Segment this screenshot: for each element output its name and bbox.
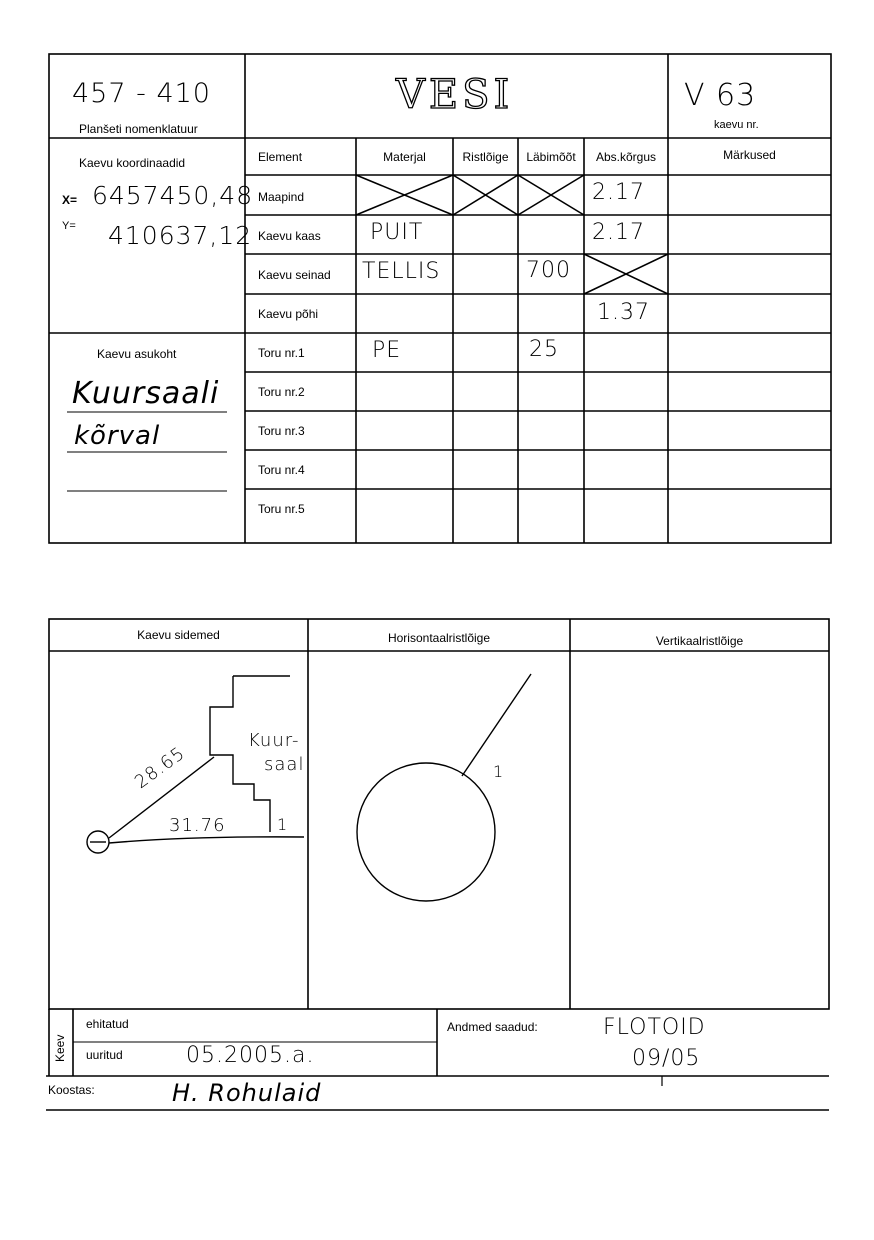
row-element: Maapind <box>258 190 305 204</box>
pipe-label: 1 <box>493 762 505 781</box>
koostas-label: Koostas: <box>48 1083 95 1097</box>
building-label: saal <box>264 754 305 775</box>
andmed-value: FLOTOID <box>603 1015 706 1040</box>
row-element: Toru nr.5 <box>258 502 305 516</box>
vertikaal-label: Vertikaalristlõige <box>655 634 744 648</box>
keev-label: Keev <box>53 1034 67 1062</box>
row-element: Kaevu kaas <box>258 229 321 243</box>
x-value: 6457450,48 <box>92 181 254 210</box>
location-label: Kaevu asukoht <box>97 347 177 361</box>
row-element: Toru nr.4 <box>258 463 305 477</box>
col-header-ristloige: Ristlõige <box>462 150 509 164</box>
cell-labimoot: 700 <box>526 258 571 283</box>
horisontaal-label: Horisontaalristlõige <box>387 631 491 645</box>
cell-abs: 2.17 <box>592 180 645 205</box>
koostas-value: H. Rohulaid <box>172 1079 322 1107</box>
andmed-date: 09/05 <box>632 1046 701 1071</box>
distance-label: 31.76 <box>169 815 226 836</box>
col-header-element: Element <box>258 150 303 164</box>
row-element: Toru nr.3 <box>258 424 305 438</box>
row-element: Toru nr.2 <box>258 385 305 399</box>
cell-materjal: TELLIS <box>362 259 441 284</box>
andmed-label: Andmed saadud: <box>447 1020 538 1034</box>
coords-label: Kaevu koordinaadid <box>79 156 186 170</box>
y-label: Y= <box>62 220 76 232</box>
x-label: X= <box>62 193 78 207</box>
cell-materjal: PE <box>372 338 402 363</box>
planset-value: 457 - 410 <box>72 78 211 109</box>
planset-label: Planšeti nomenklatuur <box>79 122 198 136</box>
cell-abs: 1.37 <box>597 300 650 325</box>
point-label: 1 <box>277 815 289 834</box>
horisontaal-sketch <box>357 674 531 901</box>
col-header-materjal: Materjal <box>383 150 426 164</box>
uuritud-value: 05.2005.a. <box>186 1043 315 1068</box>
row-element: Kaevu põhi <box>258 307 319 321</box>
cell-materjal: PUIT <box>370 220 424 245</box>
row-element: Kaevu seinad <box>258 268 331 282</box>
col-header-abs: Abs.kõrgus <box>595 150 657 164</box>
sidemed-label: Kaevu sidemed <box>137 628 220 642</box>
row-element: Toru nr.1 <box>258 346 305 360</box>
distance-label: 28.65 <box>131 742 190 793</box>
y-value: 410637,12 <box>108 221 253 250</box>
keevu-value: V 63 <box>684 78 757 113</box>
cell-labimoot: 25 <box>529 337 559 362</box>
cell-abs: 2.17 <box>592 220 645 245</box>
page-title: VESI <box>396 72 514 118</box>
col-header-markused: Märkused <box>723 148 776 162</box>
location-line1: Kuursaali <box>72 376 220 411</box>
location-line2: kõrval <box>74 421 161 451</box>
ehitatud-label: ehitatud <box>86 1017 129 1031</box>
col-header-labimoot: Läbimõõt <box>526 150 576 164</box>
keevu-label: kaevu nr. <box>714 119 759 131</box>
building-label: Kuur- <box>248 730 300 751</box>
uuritud-label: uuritud <box>86 1048 123 1062</box>
